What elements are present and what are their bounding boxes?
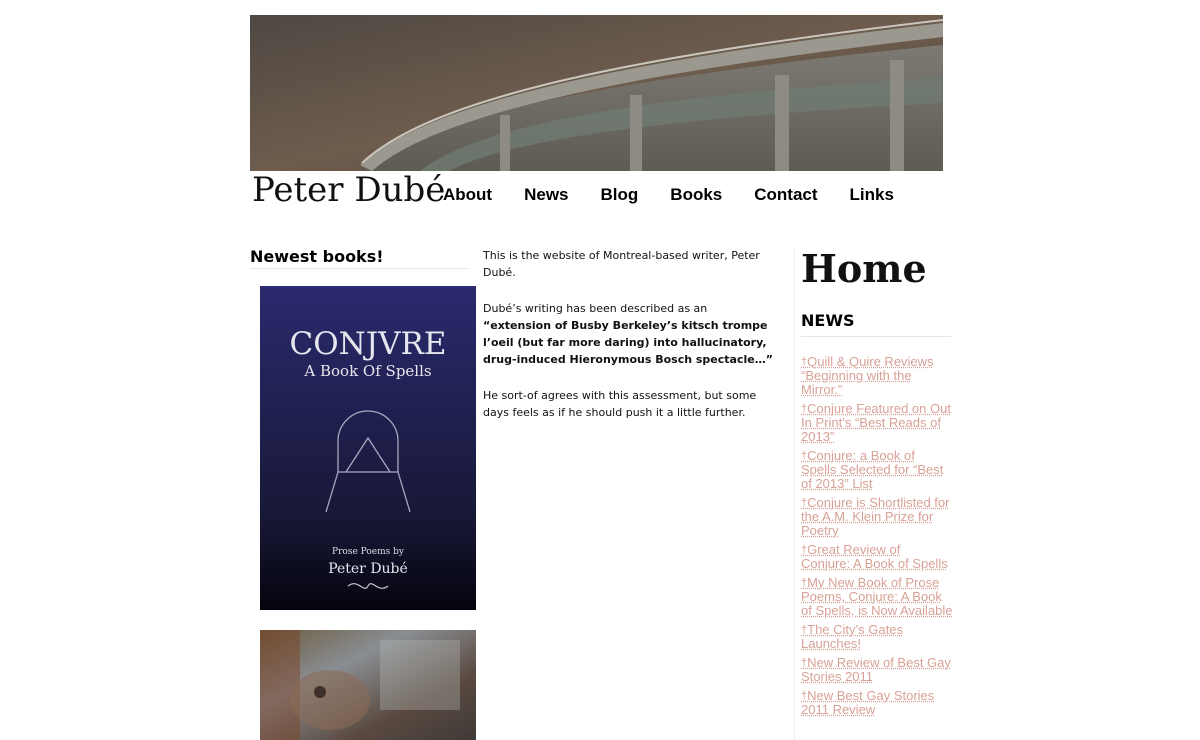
page-title: Home	[801, 246, 927, 291]
header-stadium-image	[250, 15, 943, 171]
news-item-klein-prize[interactable]: †Conjure is Shortlisted for the A.M. Klein Prize for Poetry	[801, 495, 950, 538]
site-title[interactable]: Peter Dubé	[252, 170, 446, 210]
intro-paragraph-2	[483, 300, 773, 368]
intro-paragraph-1: This is the website of Montreal-based writer, Peter Dubé.	[483, 249, 760, 279]
book-author: Peter Dubé	[328, 561, 408, 577]
nav-contact[interactable]: Contact	[754, 185, 818, 204]
news-list	[801, 355, 961, 717]
nav-about[interactable]: About	[443, 185, 493, 204]
book-cover-second[interactable]	[260, 630, 476, 740]
intro-paragraph-2-lead: Dubé’s writing has been described as an	[483, 302, 708, 315]
main-nav	[443, 185, 926, 209]
newest-books-heading: Newest books!	[250, 247, 468, 269]
right-column	[794, 247, 961, 740]
news-item-bgs-2011-review[interactable]: †New Best Gay Stories 2011 Review	[801, 688, 935, 717]
nav-links[interactable]: Links	[849, 185, 894, 204]
intro-quote: “extension of Busby Berkeley’s kitsch trompe l’oeil (but far more daring) into hallucinatory, drug-induced Hieronymous Bosch spectacle…”	[483, 319, 773, 366]
news-item-quill-quire[interactable]: †Quill & Quire Reviews “Beginning with the Mirror.”	[801, 354, 934, 397]
dagger-icon: †	[801, 356, 808, 368]
news-item-out-in-print[interactable]: †Conjure Featured on Out In Print’s “Best Reads of 2013”	[801, 401, 951, 444]
dagger-icon: †	[801, 577, 808, 589]
dagger-icon: †	[801, 403, 808, 415]
news-item-new-book[interactable]: †My New Book of Prose Poems, Conjure: A Book of Spells, is Now Available	[801, 575, 953, 618]
dagger-icon: †	[801, 657, 808, 669]
nav-news[interactable]: News	[524, 185, 569, 204]
intro-paragraph-3: He sort-of agrees with this assessment, but some days feels as if he should push it a little further.	[483, 389, 757, 419]
dagger-icon: †	[801, 690, 808, 702]
dagger-icon: †	[801, 497, 808, 509]
news-item-great-review[interactable]: †Great Review of Conjure: A Book of Spells	[801, 542, 948, 571]
book-subtitle: Prose Poems by	[332, 547, 404, 557]
book-title-line2: A Book Of Spells	[304, 362, 432, 380]
book-cover-conjure[interactable]	[260, 286, 476, 610]
news-item-best-of-2013[interactable]: †Conjure: a Book of Spells Selected for “Best of 2013” List	[801, 448, 944, 491]
news-heading: NEWS	[801, 311, 951, 337]
intro-text	[483, 247, 773, 440]
dagger-icon: †	[801, 624, 808, 636]
nav-books[interactable]: Books	[670, 185, 723, 204]
news-item-review-bgs-2011[interactable]: †New Review of Best Gay Stories 2011	[801, 655, 951, 684]
book-title-line1: CONJVRE	[289, 326, 447, 362]
dagger-icon: †	[801, 544, 808, 556]
news-item-citys-gates[interactable]: †The City’s Gates Launches!	[801, 622, 903, 651]
dagger-icon: †	[801, 450, 808, 462]
nav-blog[interactable]: Blog	[600, 185, 639, 204]
